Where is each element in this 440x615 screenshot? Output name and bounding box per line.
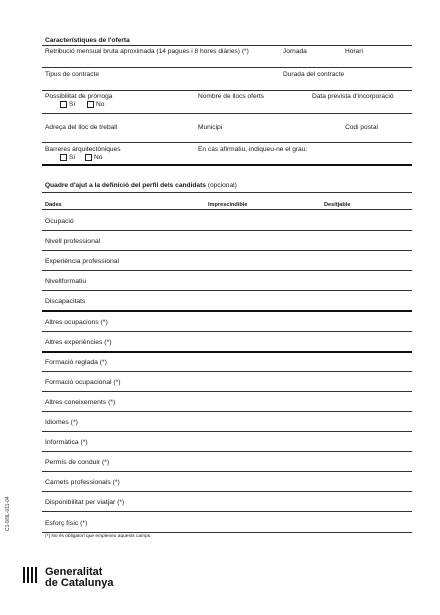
barreres-si-label: Sí bbox=[69, 154, 76, 161]
brand-line-2: de Catalunya bbox=[45, 577, 114, 589]
divider bbox=[42, 192, 412, 193]
table-row-divider bbox=[42, 491, 412, 492]
table-row-divider bbox=[42, 451, 412, 452]
divider bbox=[42, 113, 412, 114]
table-row-divider bbox=[42, 391, 412, 392]
table-row-label: Formació reglada (*) bbox=[45, 358, 107, 366]
divider bbox=[42, 209, 412, 210]
table-row-divider bbox=[42, 270, 412, 271]
table-row-divider bbox=[42, 250, 412, 251]
table-row-label: Altres ocupacions (*) bbox=[45, 318, 108, 326]
table-row-label: Ocupació bbox=[45, 218, 74, 225]
col-header-dades: Dades bbox=[45, 202, 62, 208]
table-row-divider bbox=[42, 371, 412, 372]
table-row-label: Nivellformatiu bbox=[45, 278, 87, 286]
document-code: C1-9/9L-011-04 bbox=[5, 496, 11, 531]
section-divider bbox=[42, 164, 412, 166]
retribucio-label: Retribució mensual bruta aproximada (14 pagues i 8 hores diàries) (*) bbox=[45, 48, 249, 55]
table-row-divider bbox=[42, 411, 412, 412]
table-row-label: Permís de conduir (*) bbox=[45, 459, 110, 467]
table-row-divider bbox=[42, 310, 412, 312]
adreca-label: Adreça del lloc de treball bbox=[45, 124, 118, 131]
brand-line-1: Generalitat bbox=[45, 566, 103, 578]
prorroga-no-label: No bbox=[96, 101, 105, 108]
tipus-contracte-label: Tipus de contracte bbox=[45, 71, 99, 78]
footnote: (*) No és obligatori que empleneu aquests camps. bbox=[45, 534, 152, 539]
prorroga-label: Possibilitat de pròrroga bbox=[45, 93, 113, 100]
table-row-label: Altres coneixements (*) bbox=[45, 398, 116, 406]
table-row-label: Informàtica (*) bbox=[45, 439, 88, 447]
profile-title-text: Quadre d'ajut a la definició del perfil dels candidats bbox=[45, 182, 206, 189]
table-row-label: Formació ocupacional (*) bbox=[45, 378, 121, 386]
table-row-divider bbox=[42, 331, 412, 332]
table-row-label: Disponibilitat per viatjar (*) bbox=[45, 499, 125, 507]
barreres-label: Barreres arquitectòniques bbox=[45, 146, 121, 153]
table-row-divider bbox=[42, 431, 412, 432]
table-row-divider bbox=[42, 230, 412, 231]
table-row-label: Experiència professional bbox=[45, 258, 120, 266]
table-row-divider bbox=[42, 471, 412, 472]
generalitat-logo-icon bbox=[22, 566, 38, 584]
horari-label: Horari bbox=[345, 48, 363, 55]
barreres-si-checkbox[interactable] bbox=[60, 154, 67, 161]
divider bbox=[42, 90, 412, 91]
barreres-no-checkbox[interactable] bbox=[85, 154, 92, 161]
col-header-imprescindible: Imprescindible bbox=[208, 202, 248, 208]
nombre-llocs-label: Nombre de llocs oferts bbox=[198, 93, 264, 100]
table-row-label: Nivell professional bbox=[45, 238, 101, 246]
en-cas-label: En cas afirmatiu, indiqueu-ne el grau: bbox=[198, 146, 308, 153]
jornada-label: Jornada bbox=[283, 48, 307, 55]
prorroga-si-label: Sí bbox=[69, 101, 76, 108]
divider bbox=[42, 45, 412, 46]
divider bbox=[42, 142, 412, 143]
prorroga-no-checkbox[interactable] bbox=[87, 101, 94, 108]
section-title-characteristics: Característiques de l'oferta bbox=[45, 37, 130, 44]
table-row-divider bbox=[42, 511, 412, 512]
prorroga-si-checkbox[interactable] bbox=[60, 101, 67, 108]
table-row-label: Esforç físic (*) bbox=[45, 519, 88, 527]
section-title-profile bbox=[45, 182, 237, 190]
col-header-desitjable: Desitjable bbox=[324, 202, 351, 208]
profile-title-note: (opcional) bbox=[207, 182, 237, 189]
barreres-no-label: No bbox=[94, 154, 103, 161]
municipi-label: Municipi bbox=[198, 124, 223, 131]
table-row-label: Carnets professionals (*) bbox=[45, 479, 120, 487]
table-row-label: Discapacitats bbox=[45, 298, 86, 306]
divider bbox=[42, 67, 412, 68]
table-row-divider bbox=[42, 351, 412, 353]
durada-contracte-label: Durada del contracte bbox=[283, 71, 345, 78]
data-incorporacio-label: Data prevista d'incorporació bbox=[312, 93, 394, 100]
table-row-label: Idiomes (*) bbox=[45, 419, 78, 426]
codi-postal-label: Codi postal bbox=[345, 124, 378, 131]
table-row-label: Altres experiències (*) bbox=[45, 338, 112, 346]
table-row-divider bbox=[42, 290, 412, 291]
